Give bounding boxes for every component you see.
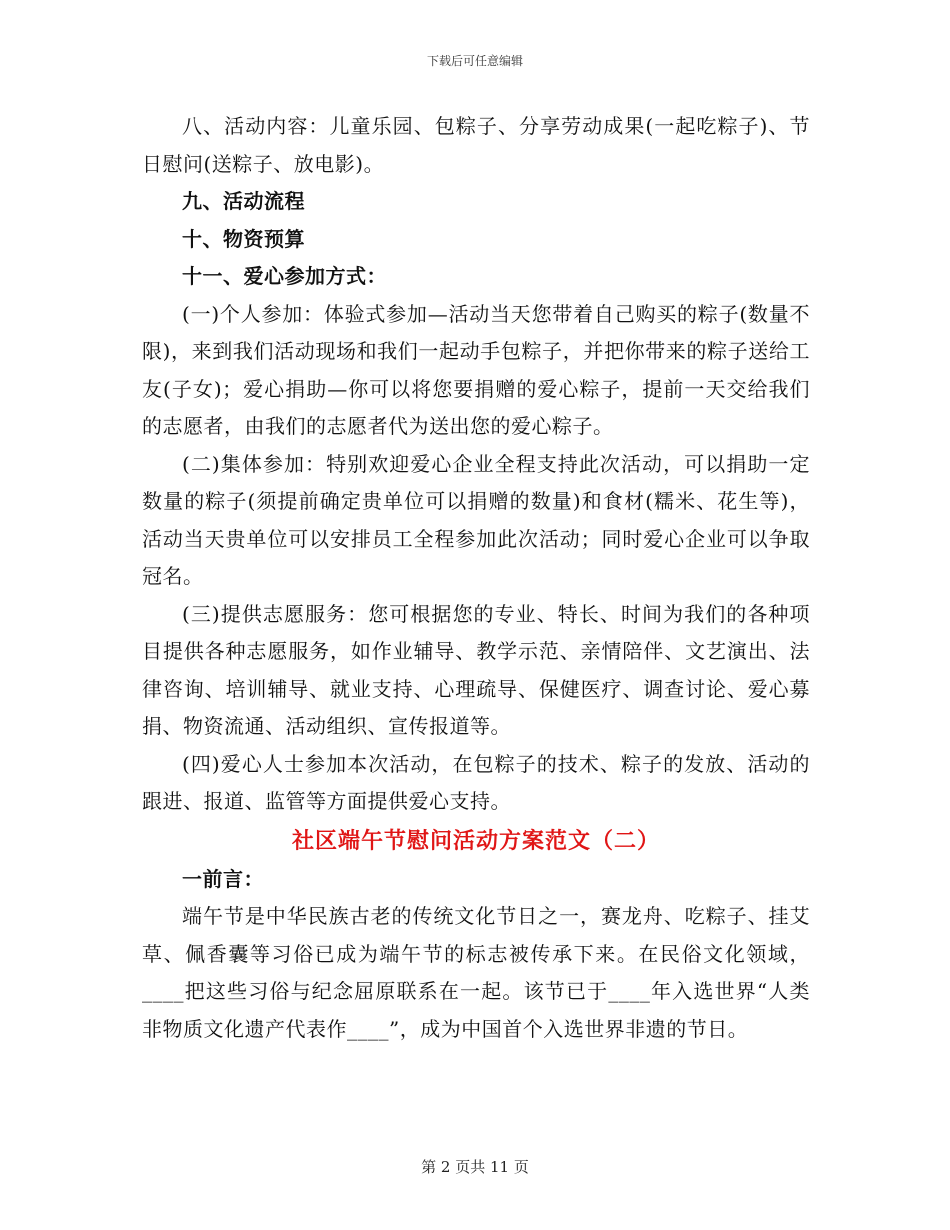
section-title: 社区端午节慰问活动方案范文（二） (291, 827, 660, 854)
paragraph-individual-participation: (一)个人参加：体验式参加—活动当天您带着自己购买的粽子(数量不限)，来到我们活动现场和我们一起动手包粽子，并把你带来的粽子送给工友(子女)；爱心捐助—你可以将您要捐赠的爱心粽子，提前一天交给我们的志愿者，由我们的志愿者代为送出您的爱心粽子。 (142, 301, 810, 438)
paragraph-preface: 端午节是中华民族古老的传统文化节日之一，赛龙舟、吃粽子、挂艾草、佩香囊等习俗已成为端午节的标志被传承下来。在民俗文化领域，____把这些习俗与纪念屈原联系在一起。该节已于____年入选世界“人类非物质文化遗产代表作____”，成为中国首个入选世界非遗的节日。 (142, 904, 810, 1041)
page-footer: 第 2 页共 11 页 (421, 1158, 529, 1176)
heading-preface: 一前言： (182, 866, 264, 891)
heading-activity-flow: 九、活动流程 (182, 189, 305, 213)
heading-material-budget: 十、物资预算 (182, 226, 305, 251)
document-body (142, 108, 810, 1048)
page-header: 下载后可任意编辑 (426, 54, 523, 68)
paragraph-group-participation: (二)集体参加：特别欢迎爱心企业全程支持此次活动，可以捐助一定数量的粽子(须提前确定贵单位可以捐赠的数量)和食材(糯米、花生等)，活动当天贵单位可以安排员工全程参加此次活动；同时爱心企业可以争取冠名。 (142, 451, 810, 588)
heading-participation-methods: 十一、爱心参加方式： (182, 264, 387, 288)
paragraph-volunteer-service: (三)提供志愿服务：您可根据您的专业、特长、时间为我们的各种项目提供各种志愿服务，如作业辅导、教学示范、亲情陪伴、文艺演出、法律咨询、培训辅导、就业支持、心理疏导、保健医疗、调查讨论、爱心募捐、物资流通、活动组织、宣传报道等。 (142, 601, 810, 738)
paragraph-caring-people: (四)爱心人士参加本次活动，在包粽子的技术、粽子的发放、活动的跟进、报道、监管等方面提供爱心支持。 (142, 751, 810, 813)
paragraph-activity-content: 八、活动内容：儿童乐园、包粽子、分享劳动成果(一起吃粽子)、节日慰问(送粽子、放电影)。 (142, 114, 810, 176)
